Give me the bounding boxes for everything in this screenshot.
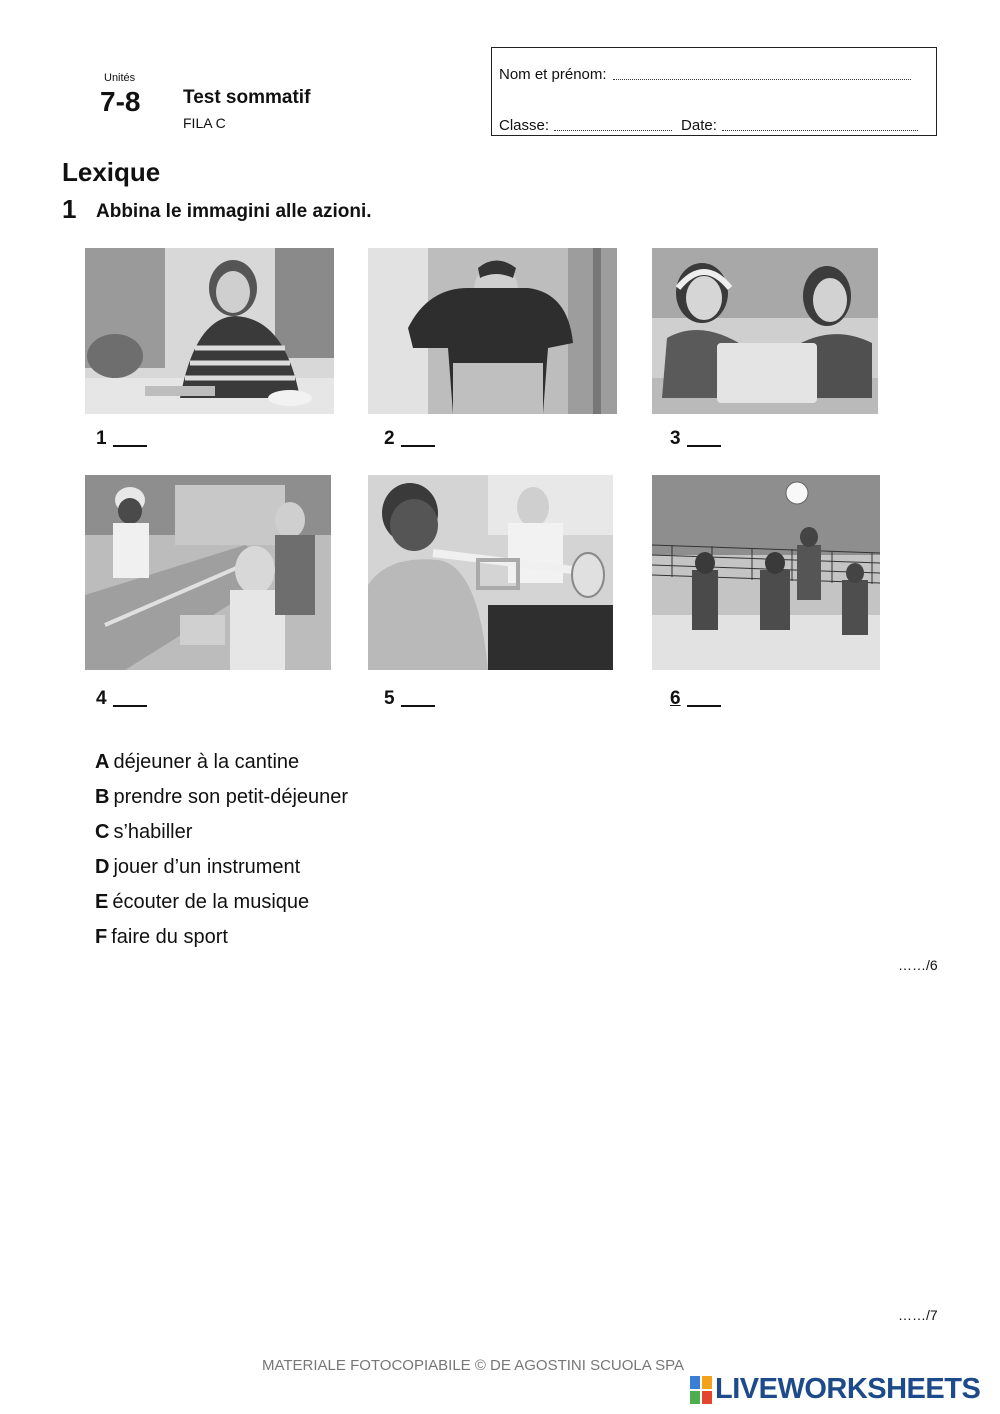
option-d	[95, 856, 300, 879]
name-row	[499, 66, 911, 83]
answer-blank-6[interactable]	[687, 704, 721, 707]
test-fila: FILA C	[183, 115, 226, 131]
option-e	[95, 891, 309, 914]
photo-number-4: 4	[96, 688, 107, 709]
liveworksheets-logo-icon	[690, 1376, 712, 1404]
test-title: Test sommatif	[183, 87, 311, 108]
answer-blank-5[interactable]	[401, 704, 435, 707]
name-field[interactable]	[613, 78, 911, 80]
option-letter: A	[95, 751, 110, 773]
answer-blank-4[interactable]	[113, 704, 147, 707]
photo-breakfast	[85, 248, 334, 414]
liveworksheets-brand[interactable]	[690, 1373, 980, 1406]
option-f	[95, 926, 228, 949]
answer-slot-3[interactable]	[670, 428, 721, 450]
answer-blank-3[interactable]	[687, 444, 721, 447]
option-letter: D	[95, 856, 110, 878]
option-b	[95, 786, 348, 809]
photo-number-2: 2	[384, 428, 395, 449]
option-letter: E	[95, 891, 109, 913]
photo-trumpet	[368, 475, 613, 670]
student-info-box	[491, 47, 937, 136]
answer-slot-5[interactable]	[384, 688, 435, 710]
class-label: Classe:	[499, 117, 550, 134]
photo-cafeteria	[85, 475, 331, 670]
class-field[interactable]	[554, 129, 672, 131]
option-text: faire du sport	[111, 926, 228, 948]
exercise-instruction: Abbina le immagini alle azioni.	[96, 201, 372, 222]
option-letter: F	[95, 926, 108, 948]
date-field[interactable]	[722, 129, 918, 131]
option-a	[95, 751, 299, 774]
photo-number-5: 5	[384, 688, 395, 709]
option-letter: C	[95, 821, 110, 843]
answer-slot-6[interactable]	[670, 688, 721, 710]
answer-blank-1[interactable]	[113, 444, 147, 447]
answer-slot-2[interactable]	[384, 428, 435, 450]
photo-dressing	[368, 248, 617, 414]
copyright-footer: MATERIALE FOTOCOPIABILE © DE AGOSTINI SCUOLA SPA	[262, 1357, 684, 1374]
brand-name: LIVEWORKSHEETS	[715, 1373, 981, 1405]
option-c	[95, 821, 192, 844]
photo-number-3: 3	[670, 428, 681, 449]
option-text: jouer d’un instrument	[113, 856, 301, 878]
class-date-row	[499, 117, 918, 134]
photo-number-6: 6	[670, 688, 681, 709]
option-text: prendre son petit-déjeuner	[113, 786, 349, 808]
option-letter: B	[95, 786, 110, 808]
name-label: Nom et prénom:	[499, 66, 607, 83]
photo-volleyball	[652, 475, 880, 670]
answer-blank-2[interactable]	[401, 444, 435, 447]
option-text: écouter de la musique	[112, 891, 310, 913]
units-label: Unités	[104, 72, 136, 84]
answer-slot-1[interactable]	[96, 428, 147, 450]
answer-slot-4[interactable]	[96, 688, 147, 710]
page-score: ……/7	[898, 1307, 938, 1323]
option-text: déjeuner à la cantine	[113, 751, 300, 773]
units-number: 7-8	[100, 86, 141, 117]
exercise-number: 1	[62, 194, 77, 224]
photo-number-1: 1	[96, 428, 107, 449]
section-title: Lexique	[62, 157, 161, 187]
option-text: s’habiller	[113, 821, 193, 843]
exercise-score: ……/6	[898, 957, 938, 973]
date-label: Date:	[681, 117, 717, 134]
photo-music	[652, 248, 878, 414]
